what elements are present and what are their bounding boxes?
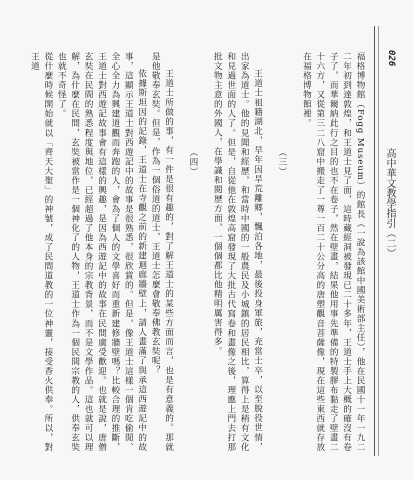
paragraph-continuation: 從什麼時候開始就以「齊天大聖」的神號，成了民間道教的一位神靈，接受香火供奉。所以，對王道	[29, 52, 53, 452]
page-number: 026	[386, 50, 396, 67]
section-number-4: （四）	[187, 148, 198, 177]
paragraph-fogg-museum: 福格博物館（Fogg Museum）的館長（一說為該館中國美術部主任），他在民國十一年一九二二年初到達敦煌，和王道士見了面，這時藏經洞被發現已二十多年，王道士手上大概的確沒有卷子了，而華爾納此行之目的也不在卷子，然在壁畫，結果他用事先準備的特製膠布黏走了壁畫二十六方，又從第三二八窟中搬走了一尊一百二十公分高的唐塑觀音菩薩像，現在這些東西就存放在福格博物館裡。	[301, 52, 365, 452]
paragraph-stein-record: 依據斯坦因的記錄，王道士在寺觀之前的新建迴廊牆壁上，請人畫滿了與承這西遊記中的故事，這顯示王道士對西遊記中的故事是很熟悉，很欣賞的。但是，像王道士這樣一個肯吃偷閒、全心全力為興建道觀而奔跑的人，會為了個人的文學喜好而重新建修牆壁嗎？比較合理的推斷，王道士對西遊記故事會有這樣的興趣，是因為西遊記中的故事在民間廣受歡迎。也就是說，唐僧玄奘在民間的熟悉程度與地位，已經超過了他本身的宗教背景，而不是文學作品。這也就可以理解，為什麼在民間，玄奘被當作是一個神化了的人物，王道士作為一個民間宗教的人，供奉玄奘也就不奇怪了。	[56, 52, 147, 452]
paragraph-xuanzang-intro: 王道士所做的事，有一件是很有趣的，對了解王道士的某些方面而言，也是有意義的。那就是他敬奉玄奘。但是，作為一個俗道的道士，王道士怎麼會敬奉佛教玄奘呢？	[150, 52, 174, 452]
running-title: 高中華文教學指引（二）	[384, 148, 395, 258]
header-rule-outer	[374, 26, 375, 456]
header-rule-inner	[378, 26, 379, 456]
body-text-columns	[26, 52, 366, 452]
section-number-3: （三）	[276, 148, 287, 177]
paragraph-wang-background: 王道士祖籍湖北，早年因旱荒離鄉，飄泊各地，最後投身軍旅，充當士卒，以至脫役世情，出家為道士。他的見聞和經歷，和當時中國的一般農民及小城鎮的居民相比，算得上是稍有文化和見過世面的人了。但是，自從他在敦煌高窟發現了大批古代寫卷和畫像之後，理應上門去打那批文物主意的外國人，在學識和閱歷方面，一個個都比他精明厲害得多。	[212, 52, 263, 452]
